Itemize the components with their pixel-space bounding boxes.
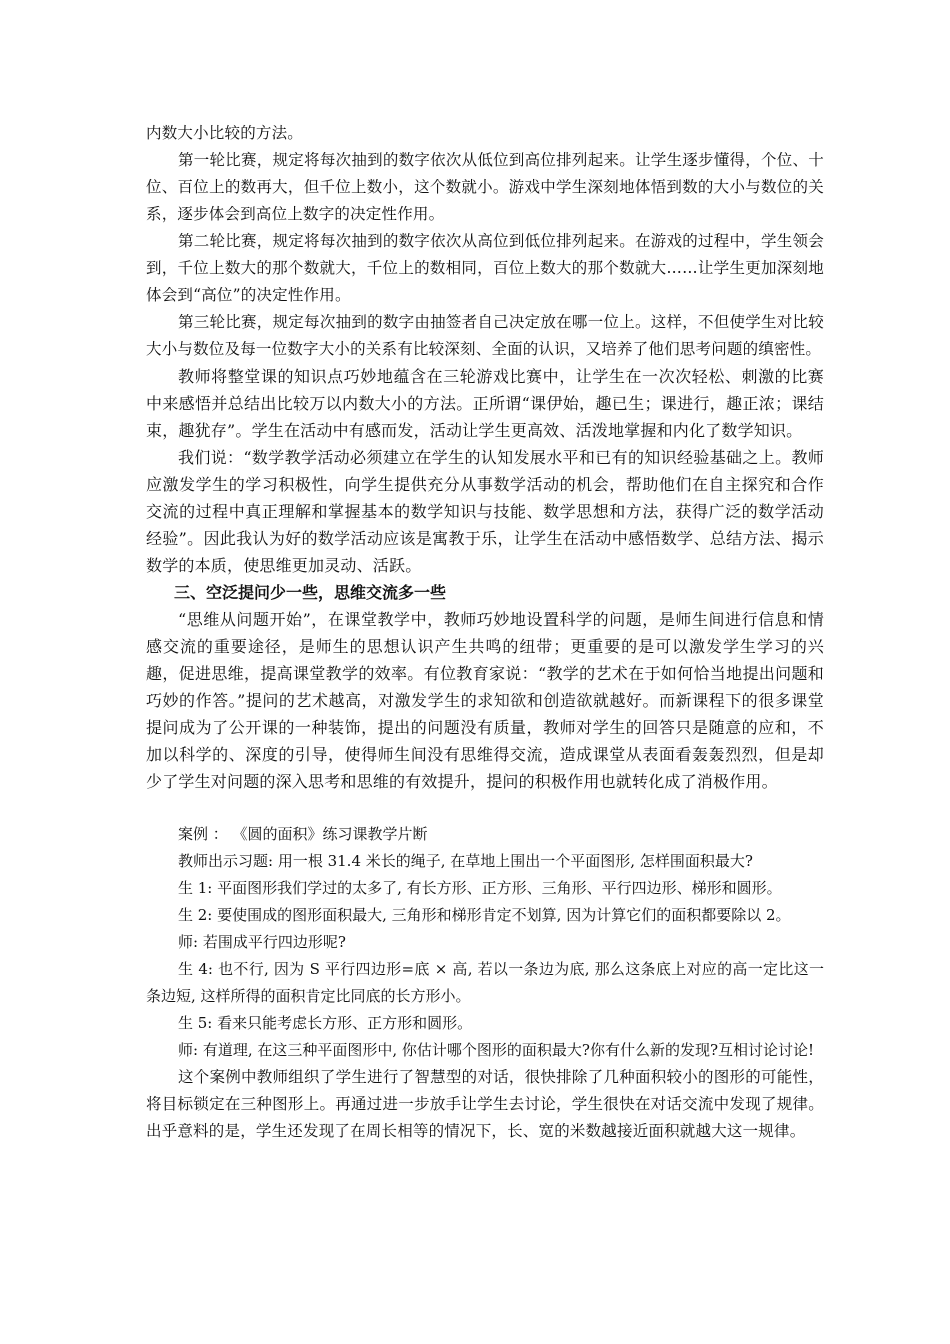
paragraph-quote: 我们说：“数学教学活动必须建立在学生的认知发展水平和已有的知识经验基础之上。教师应激发学生的学习积极性，向学生提供充分从事数学活动的机会，帮助他们在自主探究和合作交流的过程中真正理解和掌握基本的数学知识与技能、数学思想和方法，获得广泛的数学活动经验”。因此我认为好的数学活动应该是寓教于乐，让学生在活动中感悟数学、总结方法、揭示数学的本质，使思维更加灵动、活跃。: [146, 448, 824, 575]
paragraph-round-three: 第三轮比赛，规定每次抽到的数字由抽签者自己决定放在哪一位上。这样，不但使学生对比较大小与数位及每一位数字大小的关系有比较深刻、全面的认识，又培养了他们思考问题的缜密性。: [146, 313, 824, 358]
case-title: 案例 ： 《圆的面积》练习课教学片断: [178, 825, 428, 843]
paragraph-round-one: 第一轮比赛，规定将每次抽到的数字依次从低位到高位排列起来。让学生逐步懂得，个位、十位、百位上的数再大，但千位上数小，这个数就小。游戏中学生深刻地体悟到数的大小与数位的关系，逐步体会到高位上数字的决定性作用。: [146, 151, 824, 223]
case-line: 生 5: 看来只能考虑长方形、正方形和圆形。: [178, 1014, 473, 1032]
document-body: [146, 120, 824, 1145]
paragraph-continuation: 内数大小比较的方法。: [146, 124, 304, 142]
case-line: 生 1: 平面图形我们学过的太多了, 有长方形、正方形、三角形、平行四边形、梯形和圆形。: [178, 879, 782, 897]
case-line: 师: 有道理, 在这三种平面图形中, 你估计哪个图形的面积最大?你有什么新的发现?互相讨论讨论!: [178, 1041, 815, 1059]
paragraph-questions: “思维从问题开始”，在课堂教学中，教师巧妙地设置科学的问题，是师生间进行信息和情感交流的重要途径，是师生的思想认识产生共鸣的纽带；更重要的是可以激发学生学习的兴趣，促进思维，提高课堂教学的效率。有位教育家说：“教学的艺术在于如何恰当地提出问题和巧妙的作答。”提问的艺术越高，对激发学生的求知欲和创造欲就越好。而新课程下的很多课堂提问成为了公开课的一种装饰，提出的问题没有质量，教师对学生的回答只是随意的应和，不加以科学的、深度的引导，使得师生间没有思维得交流，造成课堂从表面看轰轰烈烈，但是却少了学生对问题的深入思考和思维的有效提升，提问的积极作用也就转化成了消极作用。: [146, 610, 824, 791]
case-line: 生 4: 也不行, 因为 S 平行四边形=底 × 高, 若以一条边为底, 那么这条底上对应的高一定比这一条边短, 这样所得的面积肯定比同底的长方形小。: [146, 960, 824, 1005]
section-heading: 三、空泛提问少一些，思维交流多一些: [174, 583, 447, 602]
case-line: 教师出示习题: 用一根 31.4 米长的绳子, 在草地上围出一个平面图形, 怎样围面积最大?: [178, 852, 753, 870]
spacer: [146, 795, 824, 821]
case-line: 生 2: 要使围成的图形面积最大, 三角形和梯形肯定不划算, 因为计算它们的面积都要除以 2。: [178, 906, 791, 924]
case-line: 师: 若围成平行四边形呢?: [178, 933, 346, 951]
paragraph-round-two: 第二轮比赛，规定将每次抽到的数字依次从高位到低位排列起来。在游戏的过程中，学生领会到，千位上数大的那个数就大，千位上的数相同，百位上数大的那个数就大……让学生更加深刻地体会到“高位”的决定性作用。: [146, 232, 824, 304]
paragraph-summary: 教师将整堂课的知识点巧妙地蕴含在三轮游戏比赛中，让学生在一次次轻松、刺激的比赛中来感悟并总结出比较万以内数大小的方法。正所谓“课伊始，趣已生；课进行，趣正浓；课结束，趣犹存”。学生在活动中有感而发，活动让学生更高效、活泼地掌握和内化了数学知识。: [146, 367, 824, 440]
paragraph-conclusion: 这个案例中教师组织了学生进行了智慧型的对话，很快排除了几种面积较小的图形的可能性，将目标锁定在三种图形上。再通过进一步放手让学生去讨论，学生很快在对话交流中发现了规律。出乎意料的是，学生还发现了在周长相等的情况下，长、宽的米数越接近面积就越大这一规律。: [146, 1068, 824, 1140]
